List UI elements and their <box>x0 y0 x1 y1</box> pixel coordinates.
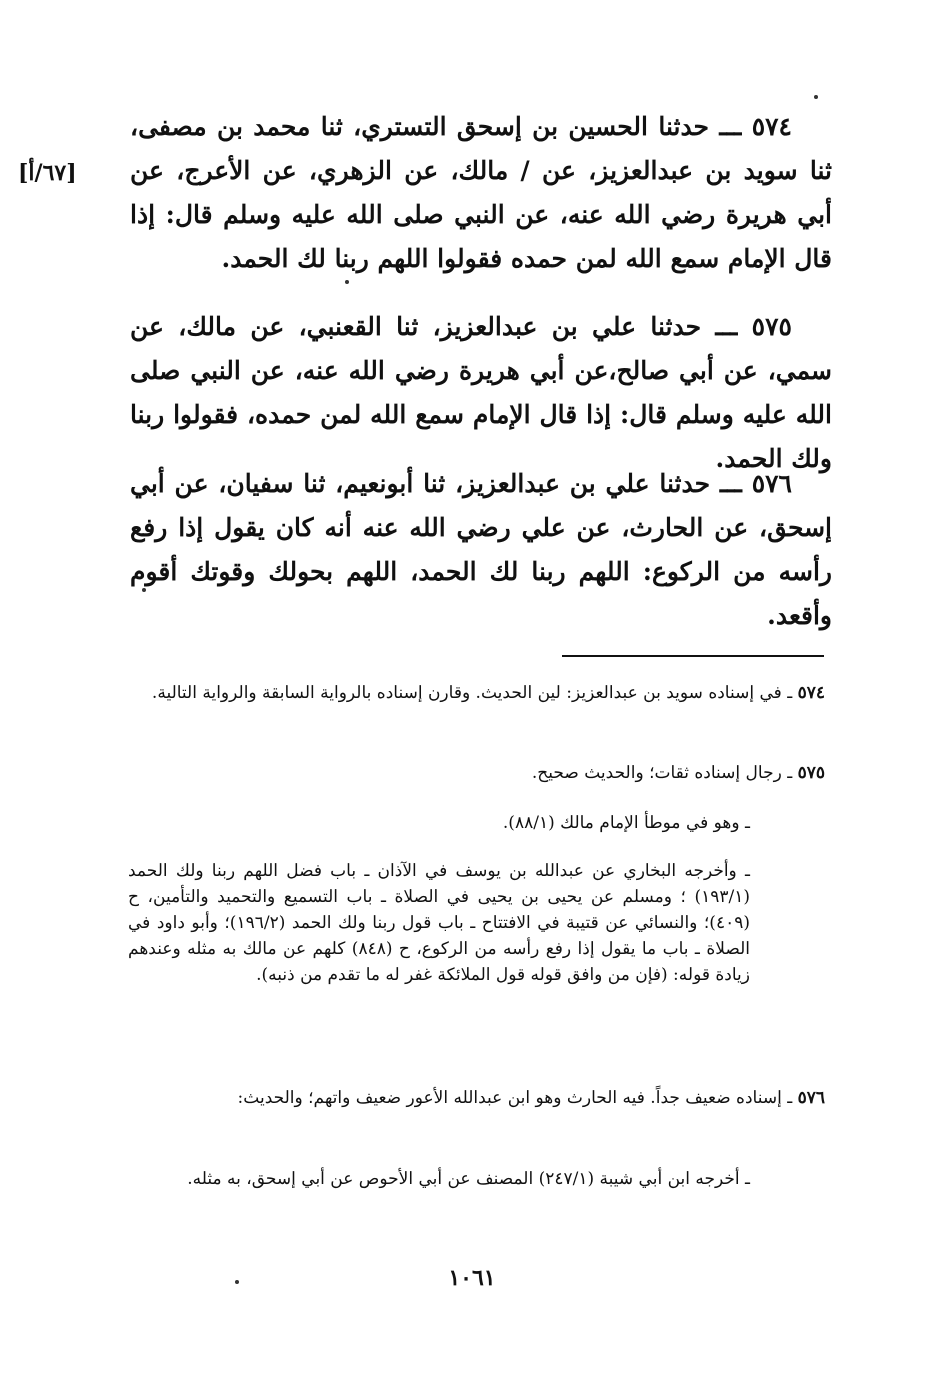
footnote-text: أخرجه ابن أبي شيبة (٢٤٧/١) المصنف عن أبي الأحوص عن أبي إسحق، به مثله. <box>187 1169 740 1189</box>
hadith-number: ٥٧٥ <box>751 312 792 341</box>
footnote-separator <box>562 655 824 657</box>
hadith-text: حدثنا الحسين بن إسحق التستري، ثنا محمد بن مصفى، ثنا سويد بن عبدالعزيز، عن / مالك، عن الزهري، عن الأعرج، عن أبي هريرة رضي الله عنه، عن النبي صلى الله عليه وسلم قال: إذا قال الإمام سمع الله لمن حمده فقولوا اللهم ربنا لك الحمد. <box>130 112 832 273</box>
footnote-dash: ـ <box>787 1088 793 1108</box>
hadith-number: ٥٧٤ <box>751 112 792 141</box>
footnote-576 <box>128 1085 825 1111</box>
footnote-text: في إسناده سويد بن عبدالعزيز: لين الحديث. وقارن إسناده بالرواية السابقة والرواية التالية. <box>151 683 782 703</box>
hadith-text: حدثنا علي بن عبدالعزيز، ثنا أبونعيم، ثنا سفيان، عن أبي إسحق، عن الحارث، عن علي رضي الله عنه أنه كان يقول إذا رفع رأسه من الركوع: اللهم ربنا لك الحمد، اللهم بحولك وقوتك أقوم وأقعد. <box>130 469 832 630</box>
footnote-dash: ـ <box>745 813 750 833</box>
manuscript-folio-ref: [٦٧/أ] <box>18 160 77 186</box>
footnote-text: وهو في موطأ الإمام مالك (٨٨/١). <box>502 813 740 833</box>
page-number: ١٠٦١ <box>448 1265 496 1291</box>
footnote-dash: ـ <box>745 861 750 881</box>
footnote-574 <box>128 680 825 706</box>
hadith-574 <box>130 105 832 281</box>
footnote-575 <box>128 760 825 786</box>
scan-speck <box>814 95 818 99</box>
hadith-dash: ـــ <box>719 112 742 141</box>
hadith-text: حدثنا علي بن عبدالعزيز، ثنا القعنبي، عن مالك، عن سمي، عن أبي صالح،عن أبي هريرة رضي الله عنه، عن النبي صلى الله عليه وسلم قال: إذا قال الإمام سمع الله لمن حمده، فقولوا ربنا ولك الحمد. <box>130 312 832 473</box>
footnote-dash: ـ <box>787 683 793 703</box>
hadith-575 <box>130 305 832 481</box>
scan-speck <box>142 588 146 592</box>
hadith-number: ٥٧٦ <box>751 469 792 498</box>
footnote-number: ٥٧٤ <box>797 683 825 703</box>
footnote-dash: ـ <box>787 763 793 783</box>
footnote-dash: ـ <box>745 1169 750 1189</box>
footnote-575-takhrij <box>128 858 750 988</box>
hadith-576 <box>130 462 832 638</box>
footnote-576-takhrij <box>128 1166 750 1192</box>
footnote-text: وأخرجه البخاري عن عبدالله بن يوسف في الآذان ـ باب فضل اللهم ربنا ولك الحمد (١٩٣/١) ؛ ومسلم عن يحيى بن يحيى في الصلاة ـ باب التسميع والتحميد والتأمين، ح (٤٠٩)؛ والنسائي عن قتيبة في الافتتاح ـ باب قول ربنا ولك الحمد (١٩٦/٢)؛ وأبو داود في الصلاة ـ باب ما يقول إذا رفع رأسه من الركوع، ح (٨٤٨) كلهم عن مالك به مثله وعندهم زيادة قوله: (فإن من وافق قوله قول الملائكة غفر له ما تقدم من ذنبه). <box>128 861 751 985</box>
scan-speck <box>345 280 349 284</box>
scan-speck <box>235 1280 239 1284</box>
hadith-dash: ـــ <box>719 469 742 498</box>
footnote-number: ٥٧٦ <box>797 1088 825 1108</box>
hadith-dash: ـــ <box>715 312 738 341</box>
footnote-number: ٥٧٥ <box>797 763 825 783</box>
footnote-text: إسناده ضعيف جداً. فيه الحارث وهو ابن عبدالله الأعور ضعيف واتهم؛ والحديث: <box>237 1088 782 1108</box>
footnote-text: رجال إسناده ثقات؛ والحديث صحيح. <box>531 763 782 783</box>
footnote-575-muwatta <box>128 810 750 836</box>
